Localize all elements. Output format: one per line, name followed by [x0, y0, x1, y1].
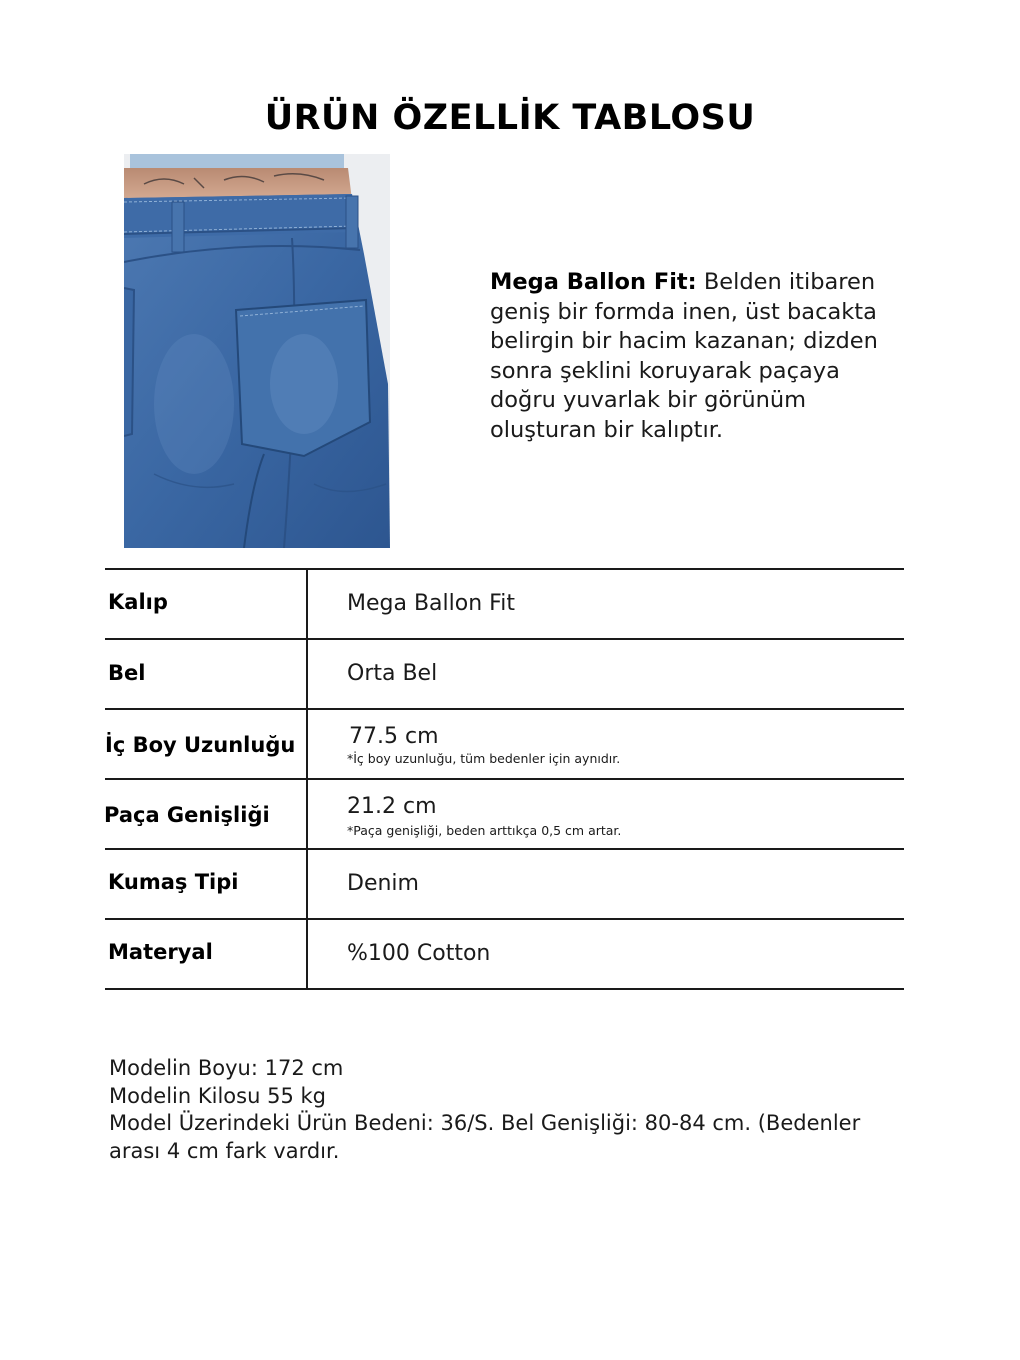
table-row: [105, 848, 904, 918]
spec-value: %100 Cotton: [347, 941, 491, 966]
table-divider: [105, 988, 904, 990]
model-height: Modelin Boyu: 172 cm: [109, 1056, 344, 1080]
table-row: [105, 638, 904, 708]
spec-value: Orta Bel: [347, 661, 438, 686]
spec-value: Mega Ballon Fit: [347, 591, 515, 616]
table-row: [105, 708, 904, 778]
page-title: ÜRÜN ÖZELLİK TABLOSU: [264, 98, 756, 138]
spec-value: 21.2 cm: [347, 794, 437, 819]
spec-label: Kumaş Tipi: [108, 870, 239, 894]
spec-label: Materyal: [108, 940, 213, 964]
table-row: [105, 568, 904, 638]
spec-note: *İç boy uzunluğu, tüm bedenler için aynıdır.: [347, 751, 621, 766]
fit-description: [490, 268, 910, 445]
fit-description-lead: Mega Ballon Fit:: [490, 269, 697, 295]
table-row: [105, 918, 904, 988]
spec-note: *Paça genişliği, beden arttıkça 0,5 cm artar.: [347, 823, 622, 838]
product-photo: [124, 154, 390, 548]
spec-label: İç Boy Uzunluğu: [105, 733, 296, 757]
spec-value: 77.5 cm: [349, 724, 439, 749]
table-row: [105, 778, 904, 848]
spec-value: Denim: [347, 871, 419, 896]
spec-label: Paça Genişliği: [104, 803, 270, 827]
fit-description-text: Belden itibaren geniş bir formda inen, üst bacakta belirgin bir hacim kazanan; dizden sonra şeklini koruyarak paçaya doğru yuvarlak bir görünüm oluşturan bir kalıptır.: [490, 269, 878, 443]
model-weight: Modelin Kilosu 55 kg: [109, 1083, 326, 1108]
spec-label: Bel: [108, 661, 146, 685]
model-info: [109, 1055, 899, 1165]
spec-label: Kalıp: [108, 590, 168, 614]
model-size: Model Üzerindeki Ürün Bedeni: 36/S. Bel Genişliği: 80-84 cm. (Bedenler arası 4 cm fark vardır.: [109, 1111, 861, 1163]
